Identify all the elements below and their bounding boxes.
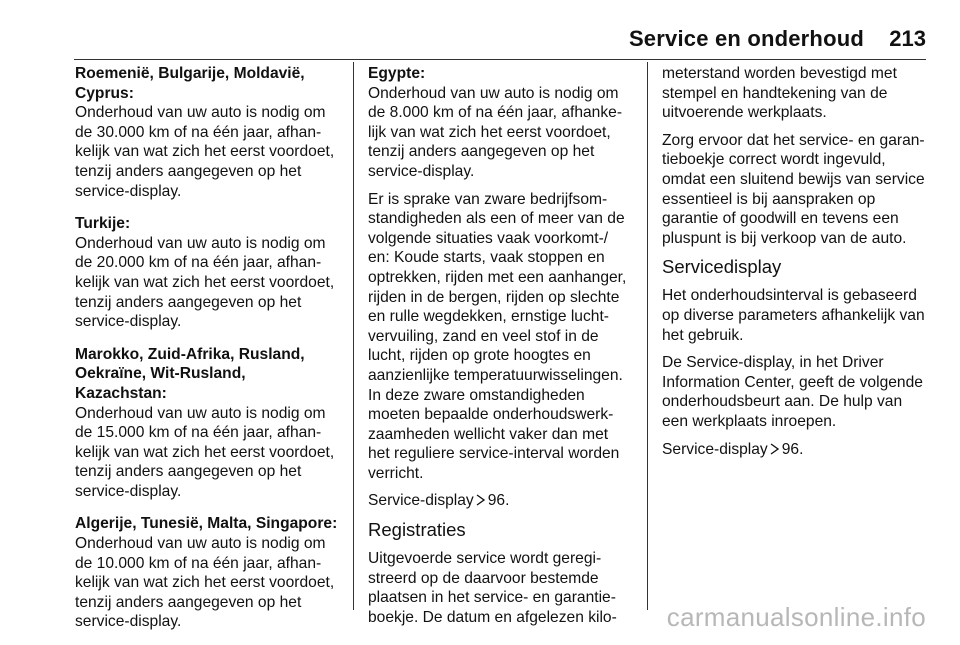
body-text: Uitgevoerde service wordt geregi-streerd op de daarvoor bestemde plaatsen in het service- en garantie-boekje. De datum en afgelezen kilo-: [368, 550, 617, 626]
region-text-line: tenzij anders aangegeven op het: [75, 593, 302, 611]
body-text: Het onderhoudsinterval is gebaseerd op diverse parameters afhankelijk van het gebruik.: [662, 287, 925, 344]
xref-label: Service-display: [368, 492, 474, 510]
region-heading: Egypte:: [368, 65, 426, 82]
section-title-servicedisplay: Servicedisplay: [662, 256, 782, 278]
xref-page: 96.: [781, 440, 804, 458]
page-number: 213: [889, 26, 926, 51]
column-divider-right: [647, 62, 648, 610]
column-2: [368, 64, 634, 635]
region-text-line: service-display.: [75, 613, 182, 631]
body-text: Zorg ervoor dat het service- en garan-tieboekje correct wordt ingevuld, omdat een sluitend bewijs van service essentieel is bij aanspraken op garantie of goodwill en tevens een pluspunt is bij verkoop van de auto.: [662, 131, 925, 247]
body-text: Er is sprake van zware bedrijfsom-standigheden als een of meer van de volgende situaties vaak voorkomt-/ en: Koude starts, vaak stoppen en optrekken, rijden met een aanhanger, rijden in de bergen, rijden op slechte en rulle wegdekken, ernstige lucht-vervuiling, zand en veel stof in de lucht, rijden op grote hoogtes en aanzienlijke temperatuurwisselingen. In deze zware omstandigheden moeten bepaalde onderhoudswerk-zaamheden wellicht vaker dan met het reguliere service-interval worden verricht.: [368, 190, 627, 482]
region-text-line: Onderhoud van uw auto is nodig om: [75, 104, 326, 122]
page-header: [74, 26, 926, 56]
region-text-line: de 20.000 km of na één jaar, afhan-: [75, 254, 322, 272]
region-text-line: de 15.000 km of na één jaar, afhan-: [75, 424, 322, 442]
region-heading: Marokko, Zuid-Afrika, Rusland, Oekraïne, Wit-Rusland, Kazachstan:: [75, 345, 305, 402]
reference-arrow-icon: [770, 443, 779, 455]
egypte-block: [368, 64, 634, 182]
region-block: [75, 345, 339, 502]
region-text-line: kelijk van wat zich het eerst voordoet,: [75, 143, 335, 161]
region-block: [75, 514, 339, 632]
body-text: Onderhoud van uw auto is nodig om de 8.000 km of na één jaar, afhanke-lijk van wat zich het eerst voordoet, tenzij anders aangegeven op het service-display.: [368, 84, 623, 180]
region-text-line: kelijk van wat zich het eerst voordoet,: [75, 443, 335, 461]
cross-reference[interactable]: [662, 440, 928, 460]
region-text-line: tenzij anders aangegeven op het: [75, 162, 302, 180]
region-text-line: tenzij anders aangegeven op het: [75, 293, 302, 311]
watermark: carmanualsonline.info: [666, 602, 926, 632]
region-heading: Algerije, Tunesië, Malta, Singapore:: [75, 515, 338, 533]
body-text: meterstand worden bevestigd met stempel en handtekening van de uitvoerende werkplaats.: [662, 65, 897, 122]
region-text-line: kelijk van wat zich het eerst voordoet,: [75, 574, 335, 592]
column-divider-left: [353, 62, 354, 610]
region-text-line: service-display.: [75, 182, 182, 200]
region-text-line: Onderhoud van uw auto is nodig om: [75, 234, 326, 252]
region-text-line: service-display.: [75, 313, 182, 331]
region-text-line: Onderhoud van uw auto is nodig om: [75, 535, 326, 553]
region-text-line: de 10.000 km of na één jaar, afhan-: [75, 554, 322, 572]
header-divider: [74, 59, 926, 60]
region-block: [75, 214, 339, 332]
xref-page: 96.: [487, 492, 510, 510]
page-title: Service en onderhoud: [628, 26, 864, 51]
xref-label: Service-display: [662, 440, 768, 458]
region-text-line: de 30.000 km of na één jaar, afhan-: [75, 123, 322, 141]
region-text-line: kelijk van wat zich het eerst voordoet,: [75, 273, 335, 291]
cross-reference[interactable]: [368, 491, 634, 511]
region-text-line: service-display.: [75, 482, 182, 500]
section-title-registraties: Registraties: [368, 519, 466, 541]
column-1: [75, 64, 339, 645]
reference-arrow-icon: [476, 494, 485, 506]
region-heading: Turkije:: [75, 215, 131, 233]
column-3: [662, 64, 928, 467]
body-text: De Service-display, in het Driver Information Center, geeft de volgende onderhoudsbeurt aan. De hulp van een werkplaats inroepen.: [662, 354, 923, 430]
region-heading: Roemenië, Bulgarije, Moldavië, Cyprus:: [75, 65, 305, 102]
region-block: [75, 64, 339, 201]
region-text-line: tenzij anders aangegeven op het: [75, 463, 302, 481]
region-text-line: Onderhoud van uw auto is nodig om: [75, 404, 326, 422]
